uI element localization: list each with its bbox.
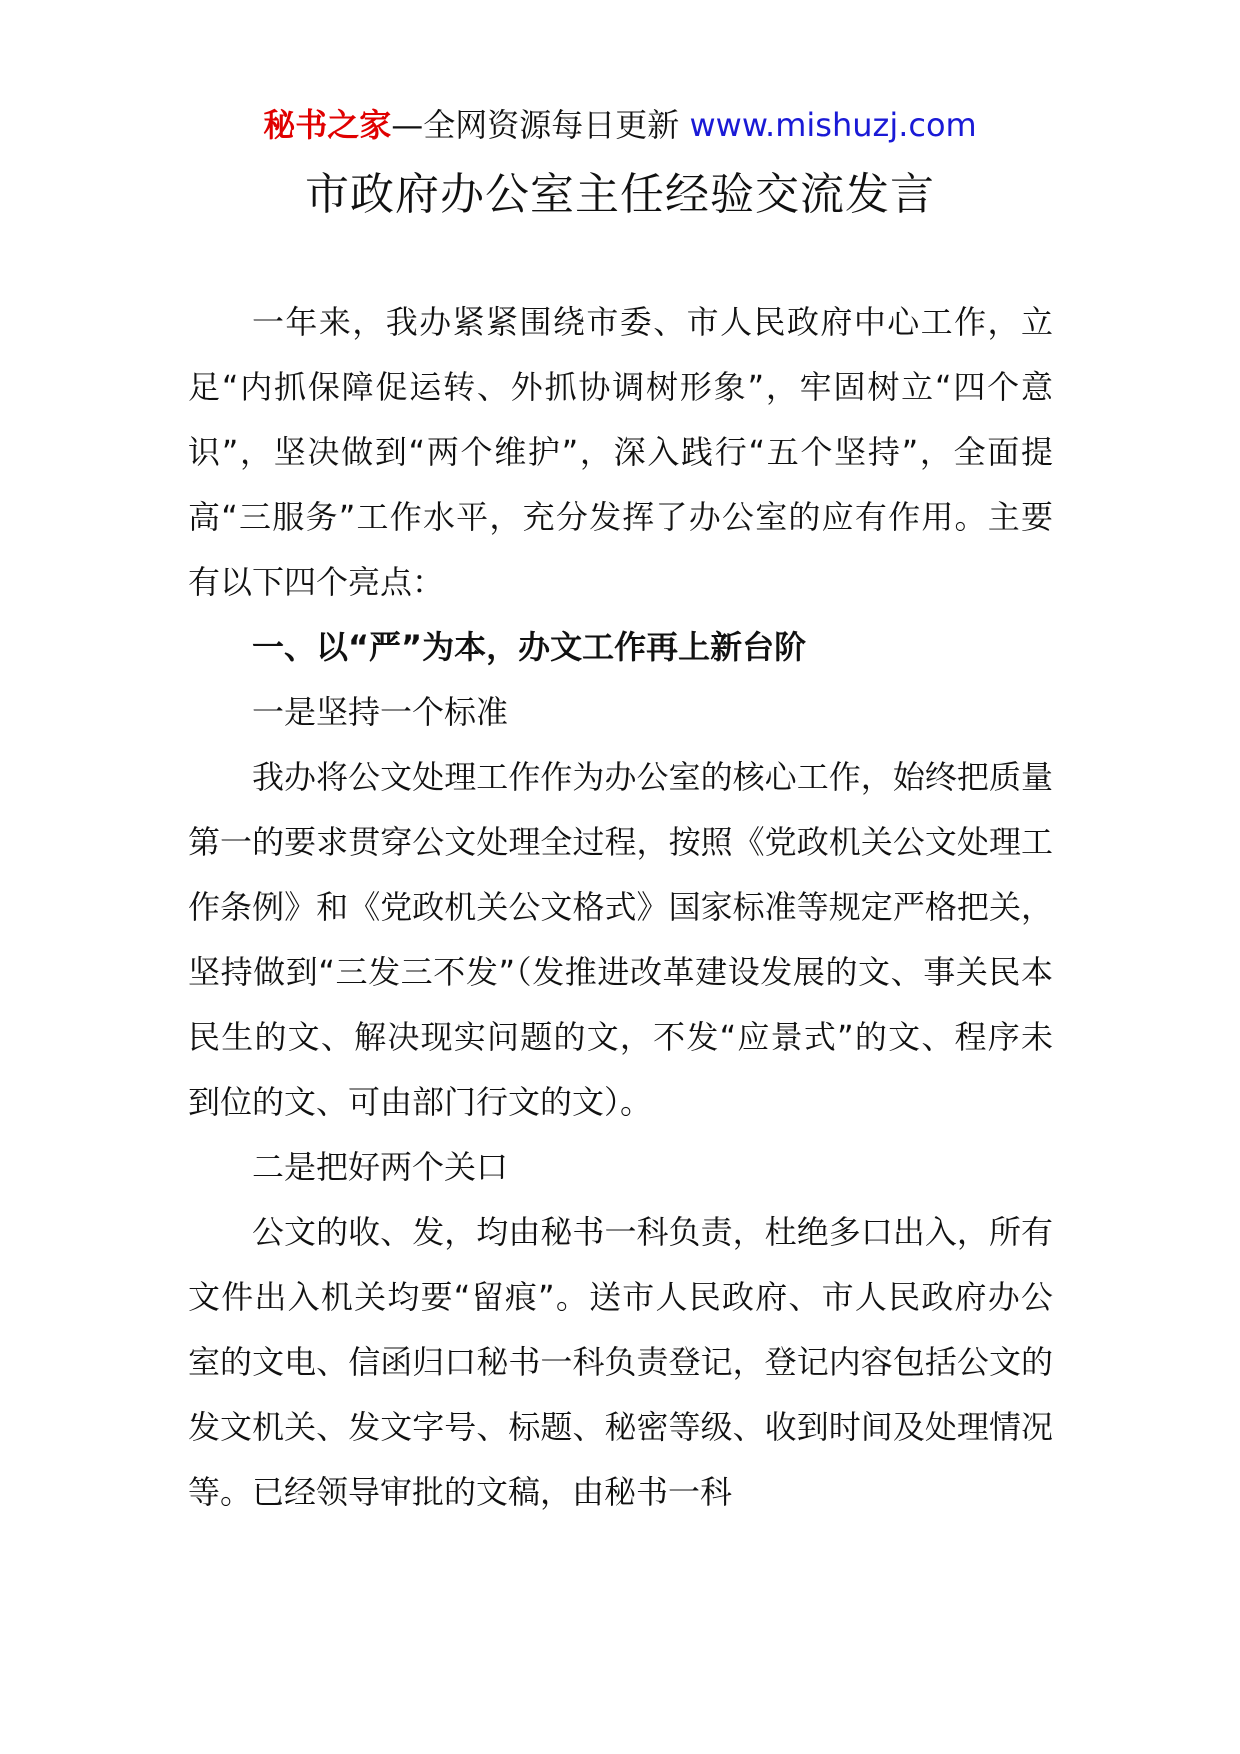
site-url-link[interactable]: www.mishuzj.com	[689, 106, 977, 144]
document-title: 市政府办公室主任经验交流发言	[305, 169, 935, 220]
header-tagline: —全网资源每日更新	[391, 106, 690, 144]
intro-paragraph: 一年来，我办紧紧围绕市委、市人民政府中心工作，立足“内抓保障促运转、外抓协调树形象”，牢固树立“四个意识”，坚决做到“两个维护”，深入践行“五个坚持”，全面提高“三服务”工作水平，充分发挥了办公室的应有作用。主要有以下四个亮点：	[188, 303, 1053, 601]
section-heading: 一、以“严”为本，办文工作再上新台阶	[252, 628, 807, 666]
subsection-heading: 一是坚持一个标准	[252, 693, 509, 731]
brand-name: 秘书之家	[263, 106, 392, 144]
body-paragraph: 公文的收、发，均由秘书一科负责，杜绝多口出入，所有文件出入机关均要“留痕”。送市人民政府、市人民政府办公室的文电、信函归口秘书一科负责登记，登记内容包括公文的发文机关、发文字号、标题、秘密等级、收到时间及处理情况等。已经领导审批的文稿，由秘书一科	[188, 1213, 1053, 1511]
subsection-heading: 二是把好两个关口	[252, 1148, 509, 1186]
document-body	[188, 290, 1053, 1525]
site-header	[0, 100, 1240, 150]
body-paragraph: 我办将公文处理工作作为办公室的核心工作，始终把质量第一的要求贯穿公文处理全过程，按照《党政机关公文处理工作条例》和《党政机关公文格式》国家标准等规定严格把关，坚持做到“三发三不发”（发推进改革建设发展的文、事关民本民生的文、解决现实问题的文，不发“应景式”的文、程序未到位的文、可由部门行文的文）。	[188, 758, 1053, 1121]
